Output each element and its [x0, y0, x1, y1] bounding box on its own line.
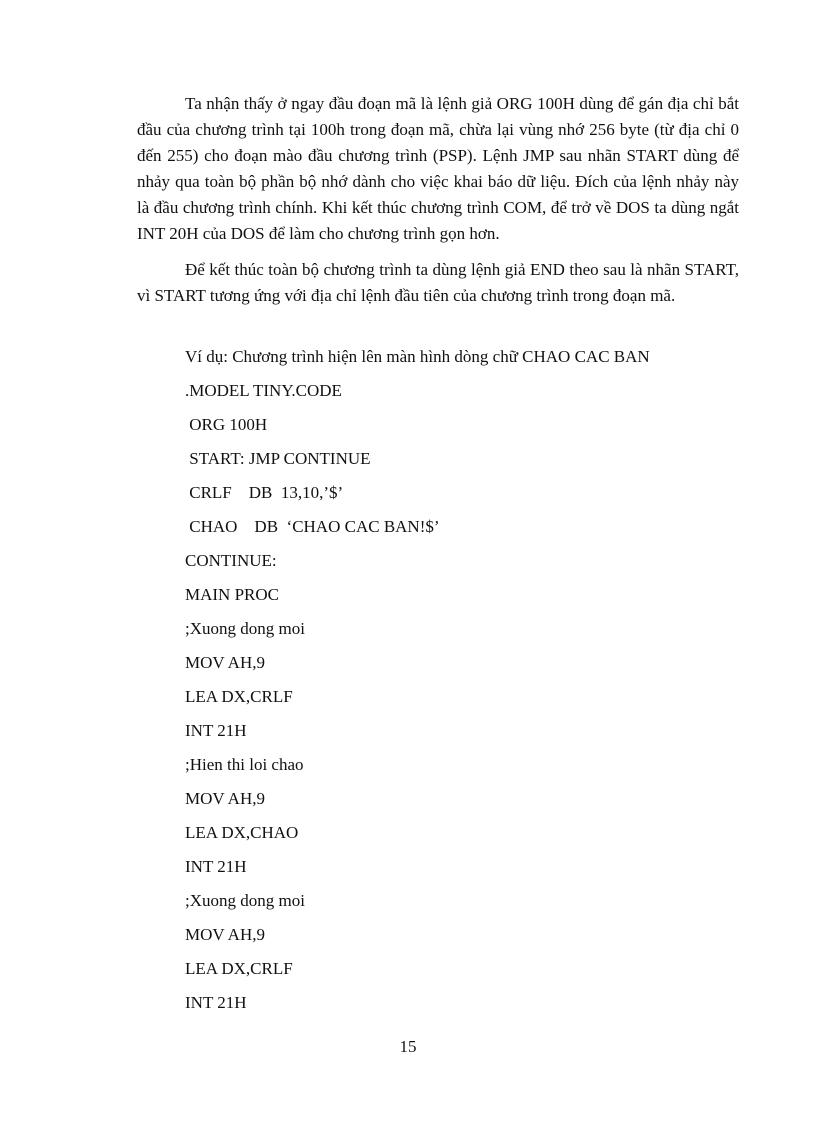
code-line: LEA DX,CRLF: [185, 687, 293, 706]
code-line: CONTINUE:: [185, 551, 277, 570]
code-example: [185, 340, 745, 1020]
code-line: LEA DX,CHAO: [185, 823, 299, 842]
code-comment: ;Xuong dong moi: [185, 619, 305, 638]
code-line: MOV AH,9: [185, 653, 265, 672]
code-line: INT 21H: [185, 993, 247, 1012]
code-comment: ;Xuong dong moi: [185, 891, 305, 910]
code-line: CRLF DB 13,10,’$’: [185, 483, 344, 502]
code-line: INT 21H: [185, 721, 247, 740]
body-paragraph: Để kết thúc toàn bộ chương trình ta dùng lệnh giả END theo sau là nhãn START, vì START tương ứng với địa chỉ lệnh đầu tiên của chương trình trong đoạn mã.: [137, 260, 739, 305]
code-line: MOV AH,9: [185, 925, 265, 944]
code-line: LEA DX,CRLF: [185, 959, 293, 978]
example-caption: Ví dụ: Chương trình hiện lên màn hình dòng chữ CHAO CAC BAN: [185, 347, 650, 366]
code-line: MAIN PROC: [185, 585, 279, 604]
code-line: CHAO DB ‘CHAO CAC BAN!$’: [185, 517, 440, 536]
code-line: INT 21H: [185, 857, 247, 876]
page-number: 15: [399, 1037, 417, 1056]
code-line: MOV AH,9: [185, 789, 265, 808]
code-line: START: JMP CONTINUE: [185, 449, 371, 468]
body-paragraph: Ta nhận thấy ở ngay đầu đoạn mã là lệnh giả ORG 100H dùng để gán địa chỉ bắt đầu của chương trình tại 100h trong đoạn mã, chừa lại vùng nhớ 256 byte (từ địa chỉ 0 đến 255) cho đoạn mào đầu chương trình (PSP). Lệnh JMP sau nhãn START dùng để nhảy qua toàn bộ phần bộ nhớ dành cho việc khai báo dữ liệu. Đích của lệnh nhảy này là đầu chương trình chính. Khi kết thúc chương trình COM, để trở về DOS ta dùng ngắt INT 20H của DOS để làm cho chương trình gọn hơn.: [137, 94, 739, 243]
code-comment: ;Hien thi loi chao: [185, 755, 304, 774]
code-line: .MODEL TINY.CODE: [185, 381, 342, 400]
code-line: ORG 100H: [185, 415, 268, 434]
